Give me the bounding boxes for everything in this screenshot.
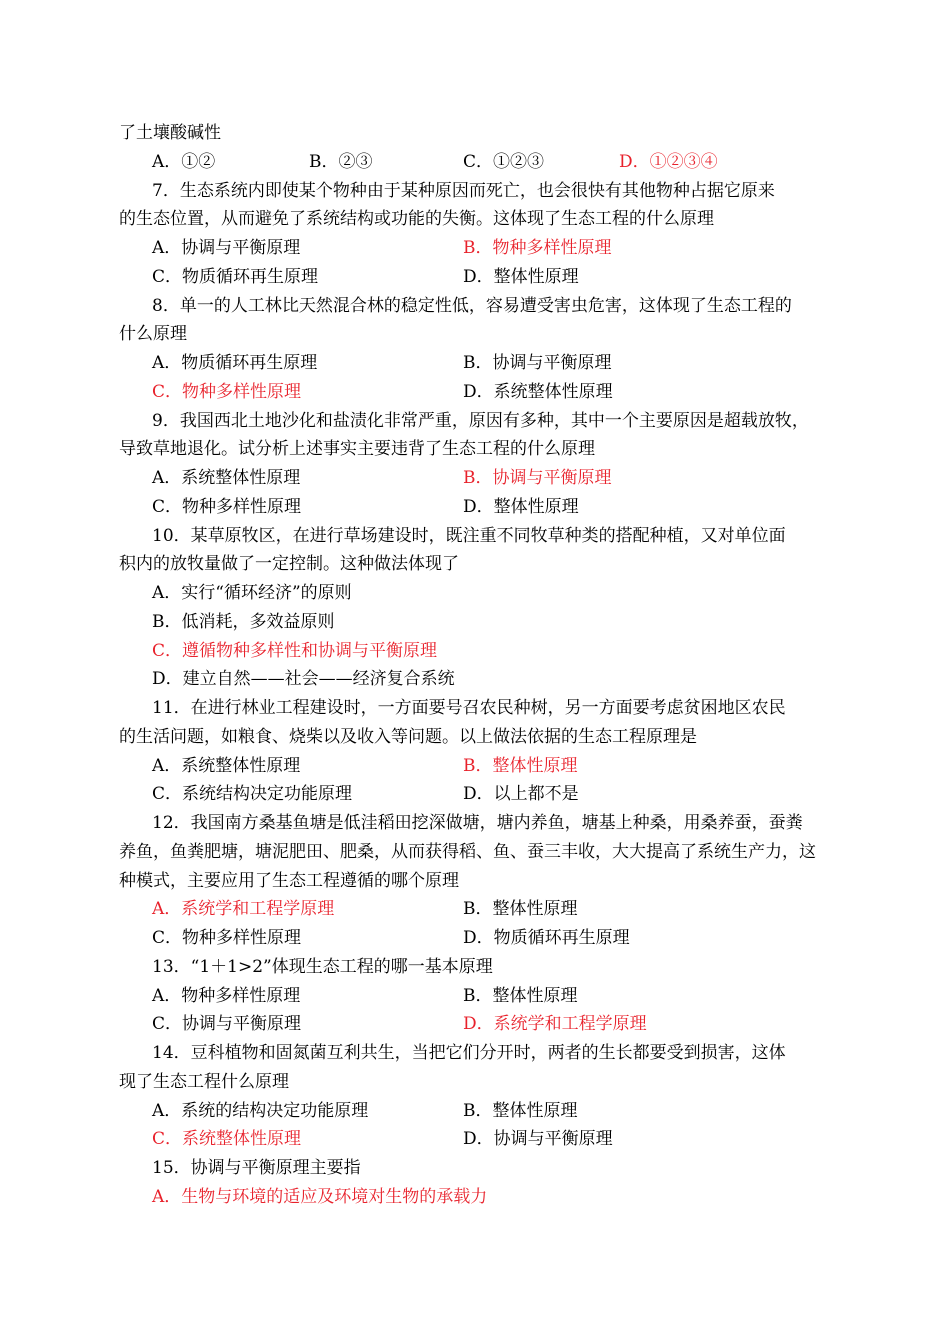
option-text: A．系统整体性原理	[152, 755, 301, 776]
text-line: 种模式，主要应用了生态工程遵循的哪个原理	[119, 870, 459, 891]
option-text: B．协调与平衡原理	[463, 353, 612, 373]
option-text: B．②③	[309, 151, 373, 172]
text-line: 了土壤酸碱性	[119, 123, 221, 143]
question-11: 11．在进行林业工程建设时，一方面要号召农民种树，另一方面要考虑贫困地区农民	[152, 698, 786, 718]
text-line: 积内的放牧量做了一定控制。这种做法体现了	[119, 554, 459, 575]
answer-option: A．系统学和工程学原理	[152, 899, 335, 920]
question-9: 9．我国西北土地沙化和盐渍化非常严重，原因有多种，其中一个主要原因是超载放牧，	[152, 410, 809, 431]
option-text: C．①②③	[463, 151, 545, 172]
answer-option: B．物种多样性原理	[463, 238, 612, 258]
option-text: C．物种多样性原理	[152, 928, 302, 948]
option-text: D．建立自然——社会——经济复合系统	[152, 669, 455, 690]
option-text: D．整体性原理	[463, 496, 579, 517]
answer-option: C．遵循物种多样性和协调与平衡原理	[152, 640, 438, 661]
answer-option: C．系统整体性原理	[152, 1129, 302, 1150]
text-line: 什么原理	[119, 324, 187, 345]
option-text: A．系统的结构决定功能原理	[152, 1100, 369, 1121]
option-text: A．物种多样性原理	[152, 985, 301, 1006]
text-line: 养鱼，鱼粪肥塘，塘泥肥田、肥桑，从而获得稻、鱼、蚕三丰收，大大提高了系统生产力，这	[119, 841, 816, 862]
text-line: 的生态位置，从而避免了系统结构或功能的失衡。这体现了生态工程的什么原理	[119, 209, 714, 230]
question-8: 8．单一的人工林比天然混合林的稳定性低，容易遭受害虫危害，这体现了生态工程的	[152, 295, 792, 316]
answer-option: D．①②③④	[619, 151, 718, 172]
answer-option: D．系统学和工程学原理	[463, 1014, 647, 1035]
option-text: D．整体性原理	[463, 266, 579, 287]
option-text: C．物质循环再生原理	[152, 266, 319, 287]
question-10: 10．某草原牧区，在进行草场建设时，既注重不同牧草种类的搭配种植，又对单位面	[152, 525, 786, 546]
option-text: A．①②	[152, 151, 216, 172]
question-15: 15．协调与平衡原理主要指	[152, 1158, 361, 1178]
option-text: D．物质循环再生原理	[463, 928, 630, 948]
answer-option: A．生物与环境的适应及环境对生物的承载力	[152, 1186, 488, 1207]
text-line: 的生活问题，如粮食、烧柴以及收入等问题。以上做法依据的生态工程原理是	[119, 726, 697, 747]
option-text: B．整体性原理	[463, 899, 578, 920]
option-text: A．系统整体性原理	[152, 468, 301, 488]
text-line: 现了生态工程什么原理	[119, 1071, 289, 1092]
option-text: D．以上都不是	[463, 784, 579, 805]
question-7: 7．生态系统内即使某个物种由于某种原因而死亡，也会很快有其他物种占据它原来	[152, 180, 775, 201]
question-14: 14．豆科植物和固氮菌互利共生，当把它们分开时，两者的生长都要受到损害，这体	[152, 1043, 786, 1063]
text-line: 导致草地退化。试分析上述事实主要违背了生态工程的什么原理	[119, 439, 595, 460]
question-12: 12．我国南方桑基鱼塘是低洼稻田挖深做塘，塘内养鱼，塘基上种桑，用桑养蚕，蚕粪	[152, 813, 803, 833]
answer-option: B．协调与平衡原理	[463, 468, 612, 488]
question-13: 13．“1＋1>2”体现生态工程的哪一基本原理	[152, 956, 493, 977]
option-text: D．系统整体性原理	[463, 381, 613, 402]
option-text: A．物质循环再生原理	[152, 353, 318, 373]
option-text: B．整体性原理	[463, 985, 578, 1006]
option-text: A．协调与平衡原理	[152, 238, 301, 258]
option-text: C．物种多样性原理	[152, 496, 302, 517]
option-text: A．实行“循环经济”的原则	[152, 583, 352, 603]
answer-option: C．物种多样性原理	[152, 381, 302, 402]
option-text: B．整体性原理	[463, 1100, 578, 1121]
option-text: B．低消耗，多效益原则	[152, 611, 335, 632]
answer-option: B．整体性原理	[463, 755, 578, 776]
option-text: C．系统结构决定功能原理	[152, 784, 353, 805]
option-text: C．协调与平衡原理	[152, 1014, 302, 1035]
option-text: D．协调与平衡原理	[463, 1129, 613, 1150]
